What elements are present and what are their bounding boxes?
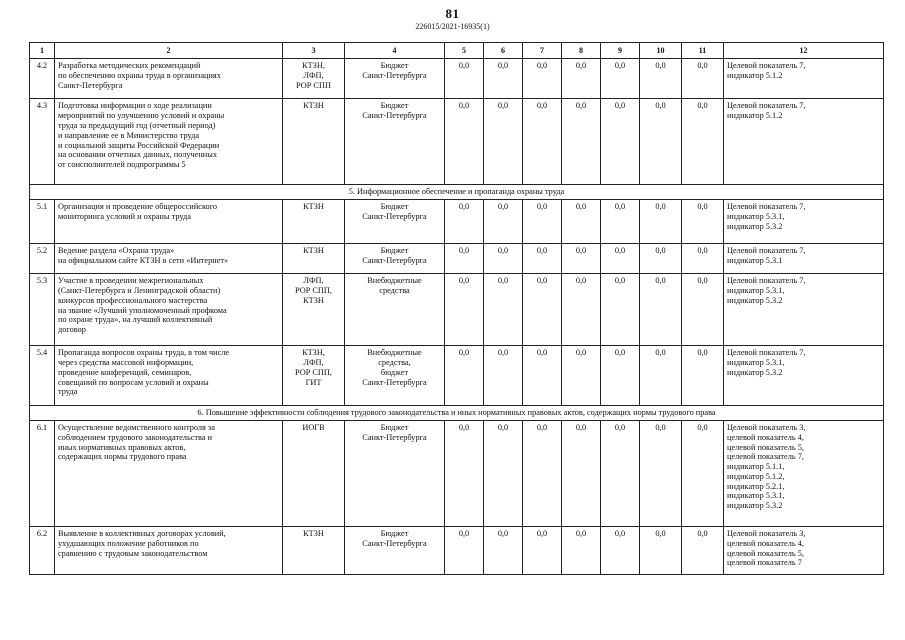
measure-name-line: проведение конференций, семинаров,	[58, 367, 192, 377]
measure-name-line: на основании отчетных данных, полученных	[58, 150, 217, 160]
funding-value: 0,0	[682, 421, 724, 527]
column-header-9: 9	[601, 43, 640, 59]
table-row	[30, 421, 884, 527]
target-indicator-line: Целевой показатель 7,	[727, 101, 806, 111]
table-row	[30, 527, 884, 575]
funding-value: 0,0	[523, 527, 562, 575]
executor-line: КТЗН	[303, 529, 324, 538]
executor	[283, 527, 345, 575]
measure-name-line: Пропаганда вопросов охраны труда, в том числе	[58, 348, 230, 358]
funding-value: 0,0	[562, 244, 601, 274]
target-indicator-line: индикатор 5.3.1	[727, 256, 783, 265]
target-indicator-line: Целевой показатель 7,	[727, 276, 806, 286]
column-header-8: 8	[562, 43, 601, 59]
funding-source	[345, 59, 445, 99]
funding-value: 0,0	[640, 346, 682, 406]
target-indicator-line: индикатор 5.1.2,	[727, 471, 785, 481]
funding-value: 0,0	[601, 527, 640, 575]
funding-value: 0,0	[601, 59, 640, 99]
table-row	[30, 59, 884, 99]
target-indicator-line: индикатор 5.3.2	[727, 295, 783, 305]
funding-value: 0,0	[601, 421, 640, 527]
funding-source-line: средства	[379, 286, 410, 295]
funding-value: 0,0	[562, 527, 601, 575]
funding-value: 0,0	[601, 244, 640, 274]
item-number: 6.1	[30, 421, 55, 527]
funding-value: 0,0	[484, 527, 523, 575]
executor	[283, 346, 345, 406]
funding-source-line: Санкт-Петербурга	[362, 538, 427, 548]
funding-value: 0,0	[445, 200, 484, 244]
funding-value: 0,0	[445, 346, 484, 406]
funding-source-line: Внебюджетные	[367, 348, 422, 358]
measure-name-line: конкурсов профессионального мастерства	[58, 295, 208, 305]
funding-value: 0,0	[682, 346, 724, 406]
funding-value: 0,0	[445, 274, 484, 346]
executor-line: ЛФП,	[303, 276, 324, 286]
measure-name-line: по охране труда», на лучший коллективный	[58, 315, 213, 325]
item-number: 4.2	[30, 59, 55, 99]
funding-value: 0,0	[445, 421, 484, 527]
section-heading-row	[30, 406, 884, 421]
target-indicator-line: индикатор 5.1.1,	[727, 462, 785, 472]
executor-line: КТЗН	[303, 202, 324, 212]
funding-value: 0,0	[562, 99, 601, 185]
column-header-row	[30, 43, 884, 59]
funding-source	[345, 421, 445, 527]
target-indicator-line: индикатор 5.3.1,	[727, 286, 785, 295]
funding-value: 0,0	[445, 59, 484, 99]
funding-value: 0,0	[682, 244, 724, 274]
measure-name-line: соблюдением трудового законодательства и	[58, 432, 213, 442]
funding-value: 0,0	[523, 274, 562, 346]
funding-value: 0,0	[601, 274, 640, 346]
measure-name-line: Ведение раздела «Охрана труда»	[58, 246, 175, 256]
funding-value: 0,0	[523, 346, 562, 406]
measure-name-line: от соисполнителей подпрограммы 5	[58, 160, 186, 170]
funding-value: 0,0	[601, 346, 640, 406]
table-row	[30, 244, 884, 274]
funding-value: 0,0	[682, 59, 724, 99]
target-indicator-line: индикатор 5.1.2	[727, 111, 783, 121]
funding-value: 0,0	[484, 99, 523, 185]
measure-name-line: (Санкт-Петербурга и Ленинградской области)	[58, 286, 221, 295]
funding-value: 0,0	[640, 421, 682, 527]
funding-value: 0,0	[523, 421, 562, 527]
program-measures-table	[29, 42, 884, 575]
item-number: 5.4	[30, 346, 55, 406]
target-indicator-line: индикатор 5.3.2	[727, 221, 783, 231]
measure-name-line: ухудшающих положение работников по	[58, 538, 199, 548]
executor-line: ЛФП,	[303, 71, 324, 81]
measure-name-line: Осуществление ведомственного контроля за	[58, 423, 215, 432]
funding-value: 0,0	[562, 200, 601, 244]
target-indicator-line: целевой показатель 5,	[727, 442, 804, 452]
funding-source	[345, 99, 445, 185]
funding-source-line: Бюджет	[380, 423, 409, 432]
executor-line: ЛФП,	[303, 358, 324, 367]
measure-name	[55, 59, 283, 99]
executor-line: КТЗН	[303, 246, 324, 256]
funding-source-line: Санкт-Петербурга	[362, 432, 427, 442]
measure-name-line: Выявление в коллективных договорах условий,	[58, 529, 226, 538]
target-indicator-line: Целевой показатель 3,	[727, 529, 806, 538]
executor	[283, 244, 345, 274]
executor	[283, 59, 345, 99]
measure-name-line: мероприятий по улучшению условий и охраны	[58, 111, 225, 121]
measure-name-line: по обеспечению охраны труда в организациях	[58, 71, 221, 81]
measure-name	[55, 200, 283, 244]
funding-value: 0,0	[484, 244, 523, 274]
column-header-2: 2	[55, 43, 283, 59]
funding-value: 0,0	[640, 244, 682, 274]
funding-source	[345, 244, 445, 274]
item-number: 4.3	[30, 99, 55, 185]
executor-line: РОР СПП,	[295, 367, 332, 377]
funding-source-line: Бюджет	[380, 101, 409, 111]
funding-value: 0,0	[523, 244, 562, 274]
target-indicator-line: целевой показатель 7	[727, 558, 802, 568]
target-indicator-line: целевой показатель 5,	[727, 548, 804, 558]
measure-name-line: Санкт-Петербурга	[58, 81, 123, 90]
funding-value: 0,0	[640, 59, 682, 99]
measure-name-line: договор	[58, 325, 86, 335]
column-header-5: 5	[445, 43, 484, 59]
measure-name-line: иных нормативных правовых актов,	[58, 442, 186, 452]
executor	[283, 99, 345, 185]
funding-value: 0,0	[562, 421, 601, 527]
measure-name-line: Подготовка информации о ходе реализации	[58, 101, 212, 111]
funding-source-line: Санкт-Петербурга	[362, 212, 427, 221]
measure-name	[55, 421, 283, 527]
executor-line: КТЗН	[303, 295, 324, 305]
funding-source-line: Бюджет	[380, 529, 409, 538]
funding-value: 0,0	[484, 274, 523, 346]
executor-line: КТЗН	[303, 101, 324, 111]
funding-value: 0,0	[523, 59, 562, 99]
target-indicator-line: Целевой показатель 7,	[727, 348, 806, 358]
funding-source-line: Санкт-Петербурга	[362, 111, 427, 121]
funding-value: 0,0	[523, 99, 562, 185]
target-indicator	[724, 200, 884, 244]
target-indicator-line: индикатор 5.3.2	[727, 367, 783, 377]
table-row	[30, 346, 884, 406]
target-indicator-line: Целевой показатель 3,	[727, 423, 806, 432]
table-row	[30, 274, 884, 346]
target-indicator	[724, 99, 884, 185]
funding-source-line: средства,	[378, 358, 411, 367]
measure-name-line: Организация и проведение общероссийского	[58, 202, 218, 212]
executor	[283, 274, 345, 346]
target-indicator-line: Целевой показатель 7,	[727, 61, 806, 71]
target-indicator	[724, 244, 884, 274]
measure-name	[55, 244, 283, 274]
funding-value: 0,0	[562, 59, 601, 99]
section-heading-row	[30, 185, 884, 200]
funding-value: 0,0	[484, 200, 523, 244]
column-header-4: 4	[345, 43, 445, 59]
section-title: 6. Повышение эффективности соблюдения трудового законодательства и иных нормативных правовых актов, содержащих нормы трудового права	[30, 406, 884, 421]
funding-source-line: Бюджет	[380, 246, 409, 256]
measure-name-line: на официальном сайте КТЗН в сети «Интернет»	[58, 256, 229, 265]
measure-name-line: мониторинга условий и охраны труда	[58, 212, 191, 221]
funding-source-line: Санкт-Петербурга	[362, 71, 427, 81]
funding-value: 0,0	[484, 421, 523, 527]
item-number: 6.2	[30, 527, 55, 575]
target-indicator	[724, 274, 884, 346]
column-header-10: 10	[640, 43, 682, 59]
target-indicator-line: индикатор 5.3.2	[727, 501, 783, 511]
target-indicator	[724, 346, 884, 406]
column-header-12: 12	[724, 43, 884, 59]
measure-name-line: на звание «Лучший уполномоченный профкома	[58, 305, 227, 315]
funding-value: 0,0	[601, 200, 640, 244]
measure-name-line: содержащих нормы трудового права	[58, 452, 187, 462]
measure-name-line: Участие в проведении межрегиональных	[58, 276, 204, 286]
funding-value: 0,0	[601, 99, 640, 185]
target-indicator	[724, 421, 884, 527]
funding-value: 0,0	[640, 527, 682, 575]
measure-name	[55, 274, 283, 346]
column-header-6: 6	[484, 43, 523, 59]
column-header-7: 7	[523, 43, 562, 59]
measure-name-line: труда за предыдущий год (отчетный период)	[58, 121, 216, 130]
funding-value: 0,0	[640, 99, 682, 185]
measure-name	[55, 99, 283, 185]
target-indicator-line: индикатор 5.3.1,	[727, 212, 785, 221]
funding-value: 0,0	[484, 346, 523, 406]
funding-source-line: бюджет	[380, 367, 409, 377]
item-number: 5.1	[30, 200, 55, 244]
executor-line: ИОГВ	[302, 423, 325, 432]
executor-line: КТЗН,	[302, 348, 325, 358]
table-body	[30, 59, 884, 575]
section-title: 5. Информационное обеспечение и пропаганда охраны труда	[30, 185, 884, 200]
column-header-3: 3	[283, 43, 345, 59]
target-indicator-line: индикатор 5.3.1,	[727, 358, 785, 367]
document-code: 226015/2021-16935(1)	[415, 22, 490, 31]
executor-line: РОР СПП	[296, 81, 331, 90]
funding-source-line: Бюджет	[380, 202, 409, 212]
funding-value: 0,0	[445, 244, 484, 274]
funding-value: 0,0	[682, 274, 724, 346]
target-indicator-line: Целевой показатель 7,	[727, 246, 806, 256]
item-number: 5.2	[30, 244, 55, 274]
table-row	[30, 200, 884, 244]
measure-name-line: Разработка методических рекомендаций	[58, 61, 201, 71]
item-number: 5.3	[30, 274, 55, 346]
target-indicator-line: индикатор 5.1.2	[727, 71, 783, 81]
target-indicator-line: целевой показатель 4,	[727, 538, 804, 548]
funding-value: 0,0	[523, 200, 562, 244]
target-indicator	[724, 527, 884, 575]
funding-value: 0,0	[562, 274, 601, 346]
executor-line: ГИТ	[305, 377, 322, 387]
measure-name-line: и направление ее в Министерство труда	[58, 130, 200, 140]
measure-name-line: труда	[58, 387, 78, 397]
measure-name-line: сравнению с трудовым законодательством	[58, 548, 208, 558]
funding-value: 0,0	[562, 346, 601, 406]
target-indicator-line: Целевой показатель 7,	[727, 202, 806, 212]
funding-source-line: Санкт-Петербурга	[362, 377, 427, 387]
funding-source-line: Бюджет	[380, 61, 409, 71]
executor	[283, 421, 345, 527]
executor	[283, 200, 345, 244]
column-header-11: 11	[682, 43, 724, 59]
funding-value: 0,0	[445, 527, 484, 575]
funding-source	[345, 527, 445, 575]
funding-value: 0,0	[640, 200, 682, 244]
funding-value: 0,0	[682, 200, 724, 244]
funding-value: 0,0	[682, 99, 724, 185]
funding-value: 0,0	[640, 274, 682, 346]
funding-value: 0,0	[445, 99, 484, 185]
target-indicator-line: целевой показатель 4,	[727, 432, 804, 442]
measure-name-line: и социальной защиты Российской Федерации	[58, 140, 220, 150]
target-indicator-line: индикатор 5.2.1,	[727, 481, 785, 491]
funding-source	[345, 346, 445, 406]
funding-source	[345, 200, 445, 244]
executor-line: РОР СПП,	[295, 286, 332, 295]
page-number: 81	[445, 6, 460, 21]
measure-name	[55, 346, 283, 406]
funding-value: 0,0	[484, 59, 523, 99]
measure-name-line: через средства массовой информации,	[58, 358, 194, 367]
column-header-1: 1	[30, 43, 55, 59]
funding-source	[345, 274, 445, 346]
measure-name	[55, 527, 283, 575]
funding-source-line: Санкт-Петербурга	[362, 256, 427, 265]
target-indicator-line: целевой показатель 7,	[727, 452, 804, 462]
funding-value: 0,0	[682, 527, 724, 575]
target-indicator-line: индикатор 5.3.1,	[727, 491, 785, 501]
target-indicator	[724, 59, 884, 99]
table-row	[30, 99, 884, 185]
funding-source-line: Внебюджетные	[367, 276, 422, 286]
executor-line: КТЗН,	[302, 61, 325, 71]
measure-name-line: совещаний по вопросам условий и охраны	[58, 377, 209, 387]
